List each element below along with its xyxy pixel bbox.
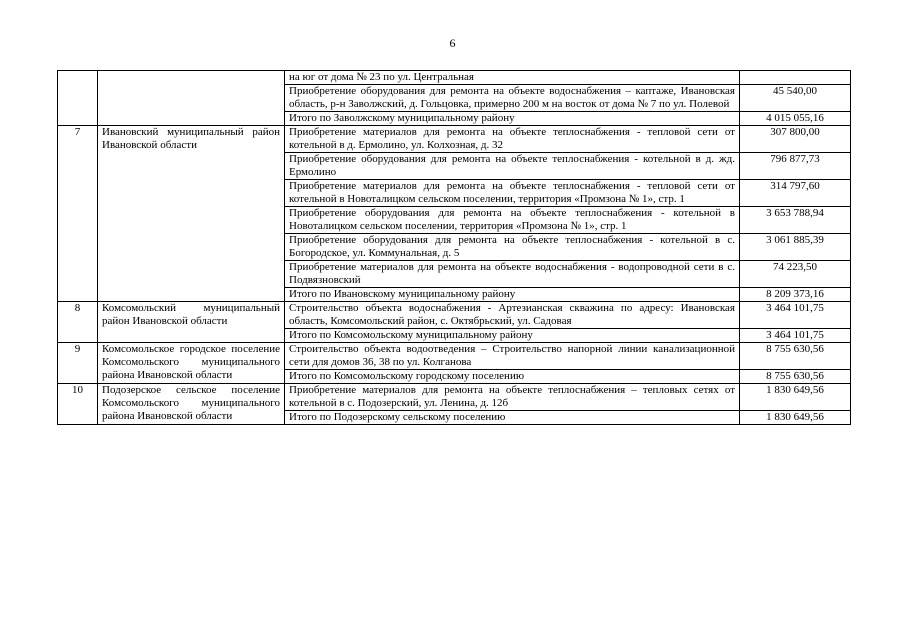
item-amount: 3 061 885,39: [740, 234, 851, 261]
municipality-name: Подозерское сельское поселение Комсомольского муниципального района Ивановской области: [98, 384, 285, 425]
row-number: 9: [58, 343, 98, 384]
row-number: 10: [58, 384, 98, 425]
item-amount: [740, 71, 851, 85]
item-amount: 3 464 101,75: [740, 302, 851, 329]
item-amount: 3 653 788,94: [740, 207, 851, 234]
subtotal-label: Итого по Заволжскому муниципальному району: [285, 112, 740, 126]
table-row: [58, 384, 851, 411]
budget-table: [57, 70, 851, 425]
table-row: [58, 71, 851, 85]
item-description: Строительство объекта водоотведения – Строительство напорной линии канализационной сети для домов 36, 38 по ул. Колганова: [285, 343, 740, 370]
item-amount: 307 800,00: [740, 126, 851, 153]
municipality-name: Комсомольский муниципальный район Ивановской области: [98, 302, 285, 343]
row-number: 8: [58, 302, 98, 343]
subtotal-amount: 8 755 630,56: [740, 370, 851, 384]
item-description: Приобретение оборудования для ремонта на объекте теплоснабжения - котельной в д. жд. Ермолино: [285, 153, 740, 180]
subtotal-label: Итого по Ивановскому муниципальному району: [285, 288, 740, 302]
subtotal-amount: 3 464 101,75: [740, 329, 851, 343]
item-description: Приобретение оборудования для ремонта на объекте водоснабжения – каптаже, Ивановская область, р-н Заволжский, д. Гольцовка, примерно 200 м на восток от дома № 7 по ул. Полевой: [285, 85, 740, 112]
municipality-name: Комсомольское городское поселение Комсомольского муниципального района Ивановской области: [98, 343, 285, 384]
item-description: Строительство объекта водоснабжения - Артезианская скважина по адресу: Ивановская область, Комсомольский район, с. Октябрьский, ул. Садовая: [285, 302, 740, 329]
item-amount: 1 830 649,56: [740, 384, 851, 411]
item-description: Приобретение материалов для ремонта на объекте теплоснабжения - тепловой сети от котельной в Новоталицком сельском поселении, территория «Промзона № 1», стр. 1: [285, 180, 740, 207]
subtotal-amount: 8 209 373,16: [740, 288, 851, 302]
item-description: Приобретение оборудования для ремонта на объекте теплоснабжения - котельной в с. Богородское, ул. Коммунальная, д. 5: [285, 234, 740, 261]
item-description: Приобретение материалов для ремонта на объекте теплоснабжения - тепловой сети от котельной в д. Ермолино, ул. Колхозная, д. 32: [285, 126, 740, 153]
item-description: Приобретение оборудования для ремонта на объекте теплоснабжения - котельной в Новоталицком сельском поселении, территория «Промзона № 1», стр. 1: [285, 207, 740, 234]
row-number: [58, 71, 98, 126]
item-amount: 74 223,50: [740, 261, 851, 288]
municipality-name: [98, 71, 285, 126]
page-number: 6: [449, 36, 456, 50]
table-row: [58, 126, 851, 153]
subtotal-amount: 4 015 055,16: [740, 112, 851, 126]
item-amount: 796 877,73: [740, 153, 851, 180]
table-row: [58, 343, 851, 370]
subtotal-label: Итого по Комсомольскому городскому поселению: [285, 370, 740, 384]
item-amount: 45 540,00: [740, 85, 851, 112]
item-amount: 8 755 630,56: [740, 343, 851, 370]
item-description: на юг от дома № 23 по ул. Центральная: [285, 71, 740, 85]
row-number: 7: [58, 126, 98, 302]
item-description: Приобретение материалов для ремонта на объекте теплоснабжения – тепловых сетях от котельной в с. Подозерский, ул. Ленина, д. 12б: [285, 384, 740, 411]
municipality-name: Ивановский муниципальный район Ивановской области: [98, 126, 285, 302]
item-amount: 314 797,60: [740, 180, 851, 207]
subtotal-label: Итого по Подозерскому сельскому поселению: [285, 411, 740, 425]
table-row: [58, 302, 851, 329]
subtotal-amount: 1 830 649,56: [740, 411, 851, 425]
item-description: Приобретение материалов для ремонта на объекте водоснабжения - водопроводной сети в с. Подвязновский: [285, 261, 740, 288]
subtotal-label: Итого по Комсомольскому муниципальному району: [285, 329, 740, 343]
